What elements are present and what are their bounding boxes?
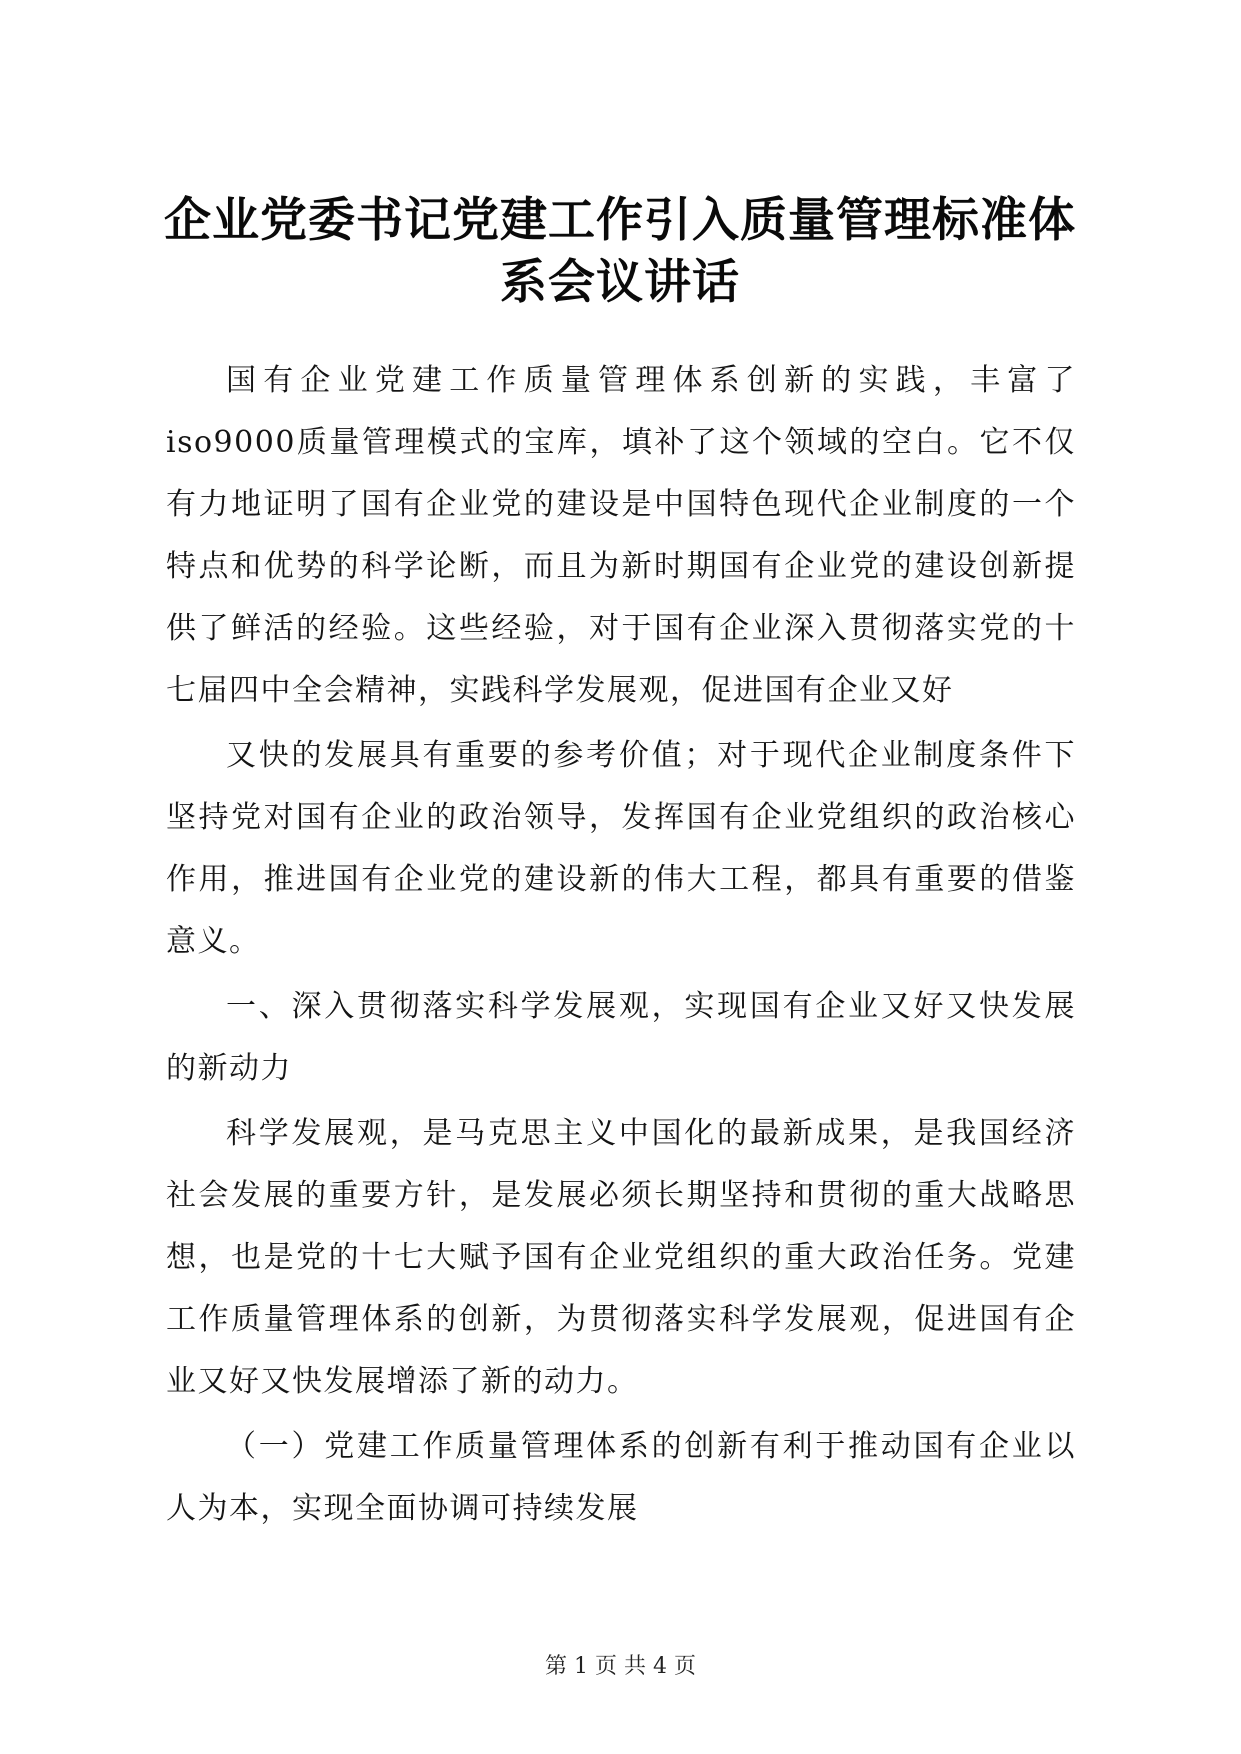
- paragraph-3: 科学发展观，是马克思主义中国化的最新成果，是我国经济社会发展的重要方针，是发展必须长期坚持和贯彻的重大战略思想，也是党的十七大赋予国有企业党组织的重大政治任务。党建工作质量管理体系的创新，为贯彻落实科学发展观，促进国有企业又好又快发展增添了新的动力。: [166, 1116, 1076, 1399]
- section-heading-1: 一、深入贯彻落实科学发展观，实现国有企业又好又快发展的新动力: [166, 989, 1076, 1086]
- paragraph-2: 又快的发展具有重要的参考价值；对于现代企业制度条件下坚持党对国有企业的政治领导，发挥国有企业党组织的政治核心作用，推进国有企业党的建设新的伟大工程，都具有重要的借鉴意义。: [166, 738, 1076, 959]
- subsection-heading-1: （一）党建工作质量管理体系的创新有利于推动国有企业以人为本，实现全面协调可持续发展: [166, 1429, 1076, 1526]
- document-title: 企业党委书记党建工作引入质量管理标准体系会议讲话: [164, 193, 1076, 310]
- page-number-footer: 第 1 页 共 4 页: [545, 1654, 696, 1679]
- document-body: [166, 350, 1076, 1540]
- paragraph-1: 国有企业党建工作质量管理体系创新的实践，丰富了iso9000质量管理模式的宝库，填补了这个领域的空白。它不仅有力地证明了国有企业党的建设是中国特色现代企业制度的一个特点和优势的科学论断，而且为新时期国有企业党的建设创新提供了鲜活的经验。这些经验，对于国有企业深入贯彻落实党的十七届四中全会精神，实践科学发展观，促进国有企业又好: [166, 363, 1076, 708]
